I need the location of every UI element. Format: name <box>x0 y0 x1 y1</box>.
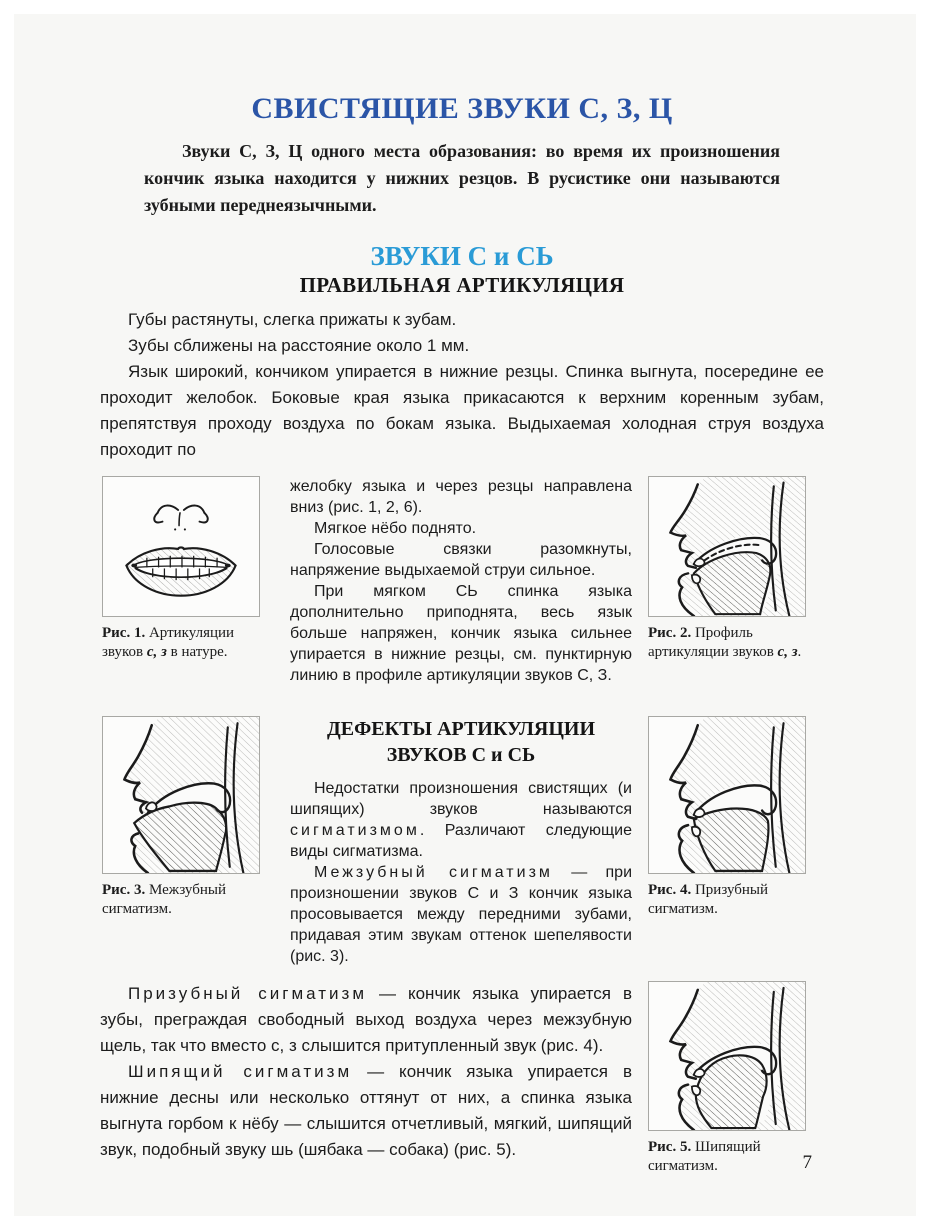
figure-1-box <box>102 476 260 617</box>
page-number: 7 <box>802 1152 812 1173</box>
defects-heading: ДЕФЕКТЫ АРТИКУЛЯЦИИ ЗВУКОВ С и СЬ <box>326 718 596 766</box>
bottom-text-column <box>100 981 644 1163</box>
paragraph-vocal-cords: Голосовые связки разомкнуты, напряжение выдыхаемой струи сильное. <box>290 541 632 579</box>
paragraph-lips: Губы растянуты, слегка прижаты к зубам. <box>128 310 457 329</box>
figure-3-caption-label: Рис. 3. <box>102 882 146 898</box>
paragraph-hissing: Шипящий сигматизм — кончик языка упирается в нижние десны или несколько оттянут от них, а спинка языка выгнута горбом к нёбу — слышится отчетливый, мягкий, шипящий звук, подобный звуку шь (шябака — собака) (рис. 5). <box>100 1062 632 1159</box>
figure-2-column <box>646 476 824 662</box>
defects-band <box>100 716 824 967</box>
page-content <box>14 14 916 1176</box>
bottom-band <box>100 981 824 1176</box>
figure-5-box <box>648 981 806 1131</box>
interdental-sigmatism-illustration <box>103 717 259 873</box>
articulation-figures-band <box>100 476 824 686</box>
paragraph-soft-s: При мягком СЬ спинка языка дополнительно приподнята, весь язык больше напряжен, кончик языка сильнее упирается в нижние резцы, см. пунктирную линию в профиле артикуляции звуков С, З. <box>290 583 632 684</box>
figure-3-box <box>102 716 260 874</box>
paragraph-pridental: Призубный сигматизм — кончик языка упирается в зубы, преграждая свободный выход воздуха через межзубную щель, так что вместо с, з слышится притупленный звук (рис. 4). <box>100 984 632 1055</box>
figure-5-caption: Рис. 5. Шипящий сигматизм. <box>648 1139 761 1174</box>
paragraph-interdental: Межзубный сигматизм — при произношении звуков С и З кончик языка просовывается между передними зубами, придавая этим звукам оттенок шепелявости (рис. 3). <box>290 864 633 965</box>
figure-4-box <box>648 716 806 874</box>
page-title: СВИСТЯЩИЕ ЗВУКИ С, З, Ц <box>251 92 673 125</box>
paragraph-tongue: Язык широкий, кончиком упирается в нижние резцы. Спинка выгнута, посередине ее проходит желобок. Боковые края языка прикасаются к верхним коренным зубам, препятствуя проходу воздуха по бокам языка. Выдыхаемая холодная струя воздуха проходит по <box>100 362 824 459</box>
paragraph-palate: Мягкое нёбо поднято. <box>314 520 477 537</box>
hissing-sigmatism-illustration <box>649 982 805 1130</box>
figure-5-caption-label: Рис. 5. <box>648 1139 692 1155</box>
figure-3-column <box>100 716 276 919</box>
paragraph-airstream: желобку языка и через резцы направлена вниз (рис. 1, 2, 6). <box>290 478 632 516</box>
figure-1-caption-label: Рис. 1. <box>102 625 146 641</box>
figure-4-caption: Рис. 4. Призубный сигматизм. <box>648 882 769 917</box>
subheading-correct-articulation: ПРАВИЛЬНАЯ АРТИКУЛЯЦИЯ <box>299 273 625 297</box>
figure-1-caption: Рис. 1. Артикуляции звуков с, з в натуре. <box>102 625 235 660</box>
figure-3-caption: Рис. 3. Межзубный сигматизм. <box>102 882 226 917</box>
figure-2-caption: Рис. 2. Профиль артикуляции звуков с, з. <box>648 625 802 660</box>
figure-2-caption-label: Рис. 2. <box>648 625 692 641</box>
figure-4-caption-label: Рис. 4. <box>648 882 692 898</box>
figure-4-column <box>646 716 824 919</box>
intro-paragraph: Звуки С, З, Ц одного места образования: во время их произношения кончик языка находится у нижних резцов. В русистике они называются зубными переднеязычными. <box>144 141 780 215</box>
figure-1-column <box>100 476 276 662</box>
paragraph-teeth: Зубы сближены на расстояние около 1 мм. <box>128 336 470 355</box>
dental-sigmatism-illustration <box>649 717 805 873</box>
figure-2-box <box>648 476 806 617</box>
section-heading-sounds: ЗВУКИ С и СЬ <box>370 241 554 271</box>
profile-articulation-illustration <box>649 477 805 616</box>
figure-5-column <box>646 981 824 1176</box>
book-page <box>14 14 916 1216</box>
defects-text-column <box>276 716 644 967</box>
mouth-front-illustration <box>103 477 259 616</box>
middle-text-column <box>276 476 644 686</box>
paragraph-sigmatism-intro: Недостатки произношения свистящих (и шипящих) звуков называются сигматизмом. Различают следующие виды сигматизма. <box>290 780 632 860</box>
